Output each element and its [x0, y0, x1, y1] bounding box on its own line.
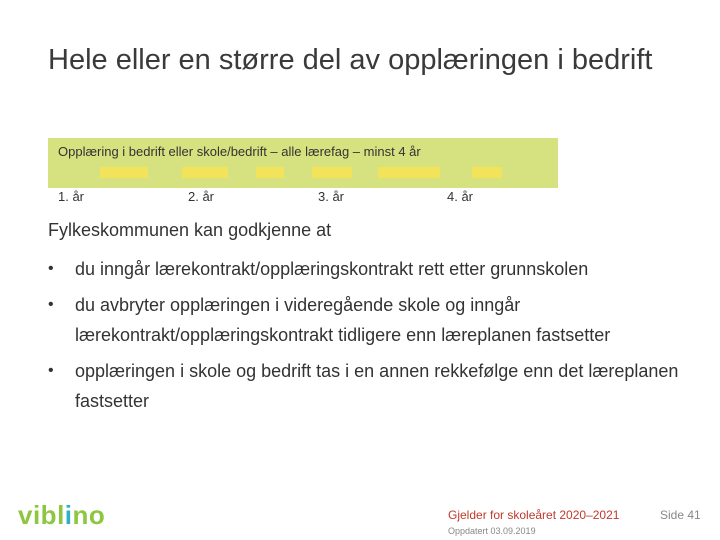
bullet-marker: • — [48, 362, 54, 379]
intro-text: Fylkeskommunen kan godkjenne at — [48, 220, 332, 240]
bullet-item — [48, 356, 688, 416]
timeline-year-1: 1. år — [58, 189, 85, 204]
timeline-year-2: 2. år — [188, 189, 215, 204]
timeline-segment — [312, 167, 352, 178]
timeline-segment — [472, 167, 502, 178]
bullet-marker: • — [48, 260, 54, 277]
bullet-text: du avbryter opplæringen i videregående skole og inngår lærekontrakt/opplæringskontrakt tidligere enn læreplanen fastsetter — [75, 295, 611, 345]
timeline-label: Opplæring i bedrift eller skole/bedrift – alle lærefag – minst 4 år — [58, 144, 421, 159]
bullet-text: du inngår lærekontrakt/opplæringskontrakt rett etter grunnskolen — [75, 259, 589, 279]
slide-title: Hele eller en større del av opplæringen i bedrift — [48, 44, 653, 76]
timeline-segment — [256, 167, 284, 178]
bullet-marker: • — [48, 296, 54, 313]
timeline-year-4: 4. år — [447, 189, 474, 204]
updated-date: Oppdatert 03.09.2019 — [448, 526, 536, 536]
timeline-segment — [378, 167, 440, 178]
valid-for-text: Gjelder for skoleåret 2020–2021 — [448, 508, 620, 522]
timeline-segment — [100, 167, 148, 178]
bullet-item — [48, 254, 688, 284]
vilbno-logo: viblino — [18, 500, 106, 530]
timeline-segment — [182, 167, 228, 178]
bullet-text: opplæringen i skole og bedrift tas i en annen rekkefølge enn det læreplanen fastsetter — [75, 361, 679, 411]
bullet-list — [48, 254, 688, 422]
page-number: Side 41 — [660, 508, 701, 522]
training-timeline-band — [48, 138, 558, 188]
timeline-year-3: 3. år — [318, 189, 345, 204]
bullet-item — [48, 290, 688, 350]
